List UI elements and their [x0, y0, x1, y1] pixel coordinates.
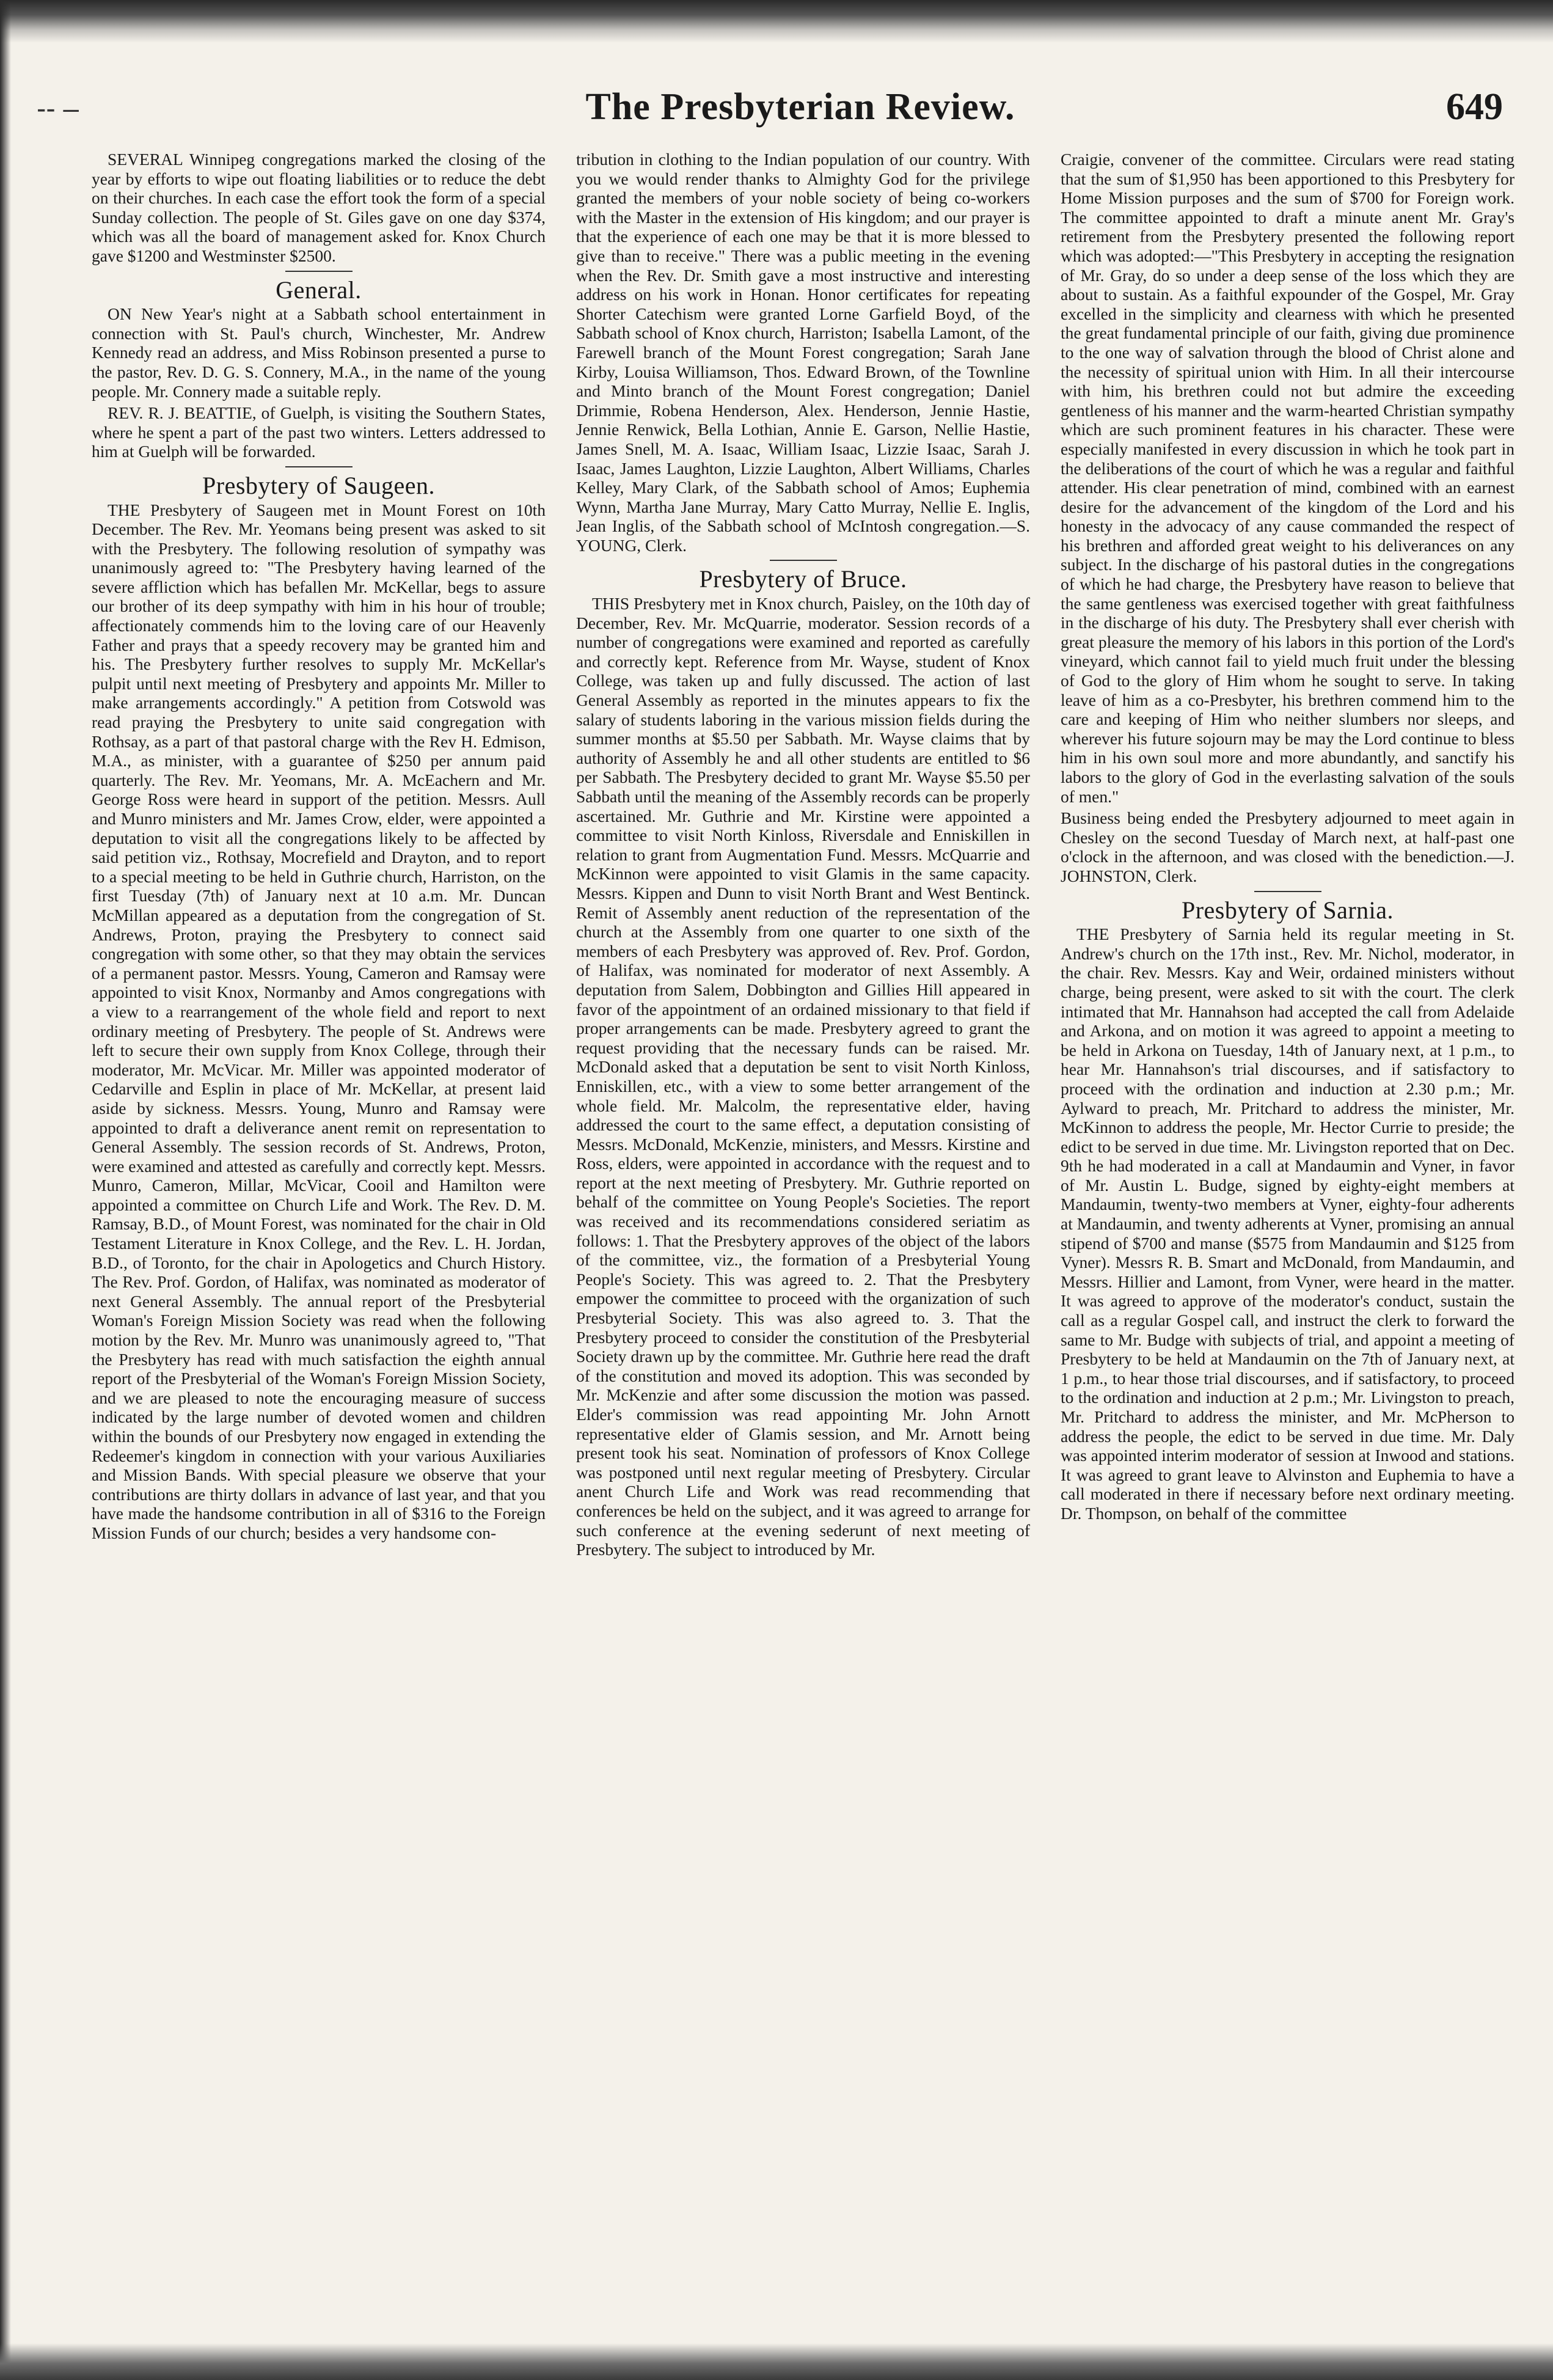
article-paragraph: REV. R. J. BEATTIE, of Guelph, is visiting the Southern States, where he spent a part of the past two winters. Letters addressed to him at Guelph will be forwarded.	[92, 403, 546, 461]
scan-edge-left	[0, 0, 11, 2380]
article-paragraph: Craigie, convener of the committee. Circulars were read stating that the sum of $1,950 has been apportioned to this Presbytery for Home Mission purposes and the sum of $700 for Foreign work. The committee appointed to draft a minute anent Mr. Gray's retirement from the Presbytery presented the following report which was adopted:—"This Presbytery in accepting the resignation of Mr. Gray, do so under a deep sense of the loss which they are about to sustain. As a faithful expounder of the Gospel, Mr. Gray excelled in the simplicity and clearness with which he presented the great fundamental principle of our faith, giving due prominence to the one way of salvation through the blood of Christ alone and the necessity of spiritual union with Him. In all their intercourse with him, his brethren could not but admire the exceeding gentleness of his manner and the warm-hearted Christian sympathy which are such prominent features in his character. These were especially manifested in every discussion in which he took part in the deliberations of the court of which he was a regular and faithful attender. His clear penetration of mind, combined with an earnest desire for the advancement of the kingdom of the Lord and his honesty in the advocacy of any cause commanded the respect of his brethren and afforded great weight to his deliverances on any subject. In the discharge of his pastoral duties in the congregations of which he had charge, the Presbytery have reason to believe that the same gentleness was exercised together with great faithfulness in the discharge of his duty. The Presbytery shall ever cherish with great pleasure the memory of his labors in this portion of the Lord's vineyard, which cannot fail to yield much fruit under the blessing of God to the glory of Him whom he sought to serve. In taking leave of him as a co-Presbyter, his brethren commend him to the care and keeping of Him who neither slumbers nor sleeps, and wherever his future sojourn may be may the Lord continue to bless him in his own soul more and more abundantly, and sanctify his labors to the glory of God in the everlasting salvation of the souls of men."	[1061, 150, 1515, 806]
section-heading: Presbytery of Bruce.	[699, 565, 907, 593]
scan-edge-top	[0, 0, 1553, 43]
running-title: The Presbyterian Review.	[585, 86, 1015, 128]
article-paragraph: ON New Year's night at a Sabbath school entertainment in connection with St. Paul's church, Winchester, Mr. Andrew Kennedy read an address, and Miss Robinson presented a purse to the pastor, Rev. D. G. S. Connery, M.A., in the name of the young people. Mr. Connery made a suitable reply.	[92, 304, 546, 401]
page-number: 649	[1446, 86, 1503, 128]
section-heading: General.	[276, 276, 362, 304]
article-paragraph: Business being ended the Presbytery adjourned to meet again in Chesley on the second Tuesday of March next, at half-past one o'clock in the afternoon, and was closed with the benediction.—J. JOHNSTON, Clerk.	[1061, 808, 1515, 885]
article-paragraph: SEVERAL Winnipeg congregations marked the closing of the year by efforts to wipe out floating liabilities or to reduce the debt on their churches. In each case the effort took the form of a special Sunday collection. The people of St. Giles gave on one day $374, which was all the board of management asked for. Knox Church gave $1200 and Westminster $2500.	[92, 150, 546, 265]
section-divider	[770, 560, 837, 561]
text-columns	[92, 150, 1515, 2325]
article-paragraph: THIS Presbytery met in Knox church, Paisley, on the 10th day of December, Rev. Mr. McQuarrie, moderator. Session records of a number of congregations were examined and reported as carefully and correctly kept. Reference from Mr. Wayse, student of Knox College, was taken up and fully discussed. The action of last General Assembly as reported in the minutes appears to fix the salary of students laboring in the various mission fields during the summer months at $5.50 per Sabbath. Mr. Wayse claims that by authority of Assembly he and all other students are entitled to $6 per Sabbath. The Presbytery decided to grant Mr. Wayse $5.50 per Sabbath until the meaning of the Assembly records can be properly ascertained. Mr. Guthrie and Mr. Kirstine were appointed a committee to visit North Kinloss, Riversdale and Enniskillen in relation to grant from Augmentation Fund. Messrs. McQuarrie and McKinnon were appointed to visit Glamis in the same capacity. Messrs. Kippen and Dunn to visit North Brant and West Bentinck. Remit of Assembly anent reduction of the representation of the church at the Assembly from one quarter to one sixth of the members of each Presbytery was approved of. Rev. Prof. Gordon, of Halifax, was nominated for moderator of next Assembly. A deputation from Salem, Dobbington and Gillies Hill appeared in favor of the appointment of an ordained missionary to that field if proper arrangements can be made. Presbytery agreed to grant the request providing that the necessary funds can be raised. Mr. McDonald asked that a deputation be sent to visit North Kinloss, Enniskillen, etc., with a view to some better arrangement of the whole field. Mr. Malcolm, the representative elder, having addressed the court to the same effect, a deputation consisting of Messrs. McDonald, McKenzie, ministers, and Messrs. Kirstine and Ross, elders, were appointed in accordance with the request and to report at the next meeting of Presbytery. Mr. Guthrie reported on behalf of the committee on Young People's Societies. The report was received and its recommendations considered seriatim as follows: 1. That the Presbytery approves of the object of the labors of the committee, viz., the formation of a Presbyterial Young People's Society. This was agreed to. 2. That the Presbytery empower the committee to proceed with the organization of such Presbyterial Society. This was also agreed to. 3. That the Presbytery proceed to consider the constitution of the Presbyterial Society drawn up by the committee. Mr. Guthrie here read the draft of the constitution and moved its adoption. This was seconded by Mr. McKenzie and after some discussion the motion was passed. Elder's commission was read appointing Mr. John Arnott representative elder of Glamis session, and Mr. Arnott being present took his seat. Nomination of professors of Knox College was postponed until next regular meeting of Presbytery. Circular anent Church Life and Work was read recommending that conferences be held on the subject, and it was agreed to arrange for such conference at the evening sederunt of next meeting of Presbytery. The subject to introduced by Mr.	[576, 594, 1030, 1559]
section-divider	[285, 466, 353, 467]
article-paragraph: THE Presbytery of Saugeen met in Mount Forest on 10th December. The Rev. Mr. Yeomans being present was asked to sit with the Presbytery. The following resolution of sympathy was unanimously agreed to: "The Presbytery having learned of the severe affliction which has befallen Mr. McKellar, begs to assure our brother of its deep sympathy with him in his hour of trouble; affectionately commends him to the loving care of our Heavenly Father and prays that a speedy recovery may be granted him and his. The Presbytery further resolves to supply Mr. McKellar's pulpit until next meeting of Presbytery and appoints Mr. Miller to make arrangements accordingly." A petition from Cotswold was read praying the Presbytery to unite said congregation with Rothsay, as a part of that pastoral charge with the Rev H. Edmison, M.A., as minister, with a guarantee of $250 per annum paid quarterly. The Rev. Mr. Yeomans, Mr. A. McEachern and Mr. George Ross were heard in support of the petition. Messrs. Aull and Munro ministers and Mr. James Crow, elder, were appointed a deputation to visit all the congregations likely to be affected by said petition viz., Rothsay, Mocrefield and Drayton, and to report to a special meeting to be held in Guthrie church, Harriston, on the first Tuesday (7th) of January next at 10 a.m. Mr. Duncan McMillan appeared as a deputation from the congregation of St. Andrews, Proton, praying the Presbytery to connect said congregation with some other, so that they may obtain the services of a permanent pastor. Messrs. Young, Cameron and Ramsay were appointed to visit Knox, Normanby and Amos congregations with a view to a rearrangement of the whole field and report to next ordinary meeting of Presbytery. The people of St. Andrews were left to secure their own supply from Knox College, through their moderator, Mr. McVicar. Mr. Miller was appointed moderator of Cedarville and Esplin in place of Mr. McKellar, at present laid aside by sickness. Messrs. Young, Munro and Ramsay were appointed to draft a deliverance anent remit on representation to General Assembly. The session records of St. Andrews, Proton, were examined and attested as carefully and correctly kept. Messrs. Munro, Cameron, Millar, McVicar, Cooil and Hamilton were appointed a committee on Church Life and Work. The Rev. D. M. Ramsay, B.D., of Mount Forest, was nominated for the chair in Old Testament Literature in Knox College, and the Rev. L. H. Jordan, B.D., of Toronto, for the chair in Apologetics and Church History. The Rev. Prof. Gordon, of Halifax, was nominated as moderator of next General Assembly. The annual report of the Presbyterial Woman's Foreign Mission Society was read when the following motion by the Rev. Mr. Munro was unanimously agreed to, "That the Presbytery has read with much satisfaction the eighth annual report of the Presbyterial of the Woman's Foreign Mission Society, and we are pleased to note the encouraging measure of success indicated by the large number of devoted women and children within the bounds of our Presbytery now engaged in extending the Redeemer's kingdom in connection with your various Auxiliaries and Mission Bands. With special pleasure we observe that your contributions are thirty dollars in advance of last year, and that you have made the handsome contribution in all of $316 to the Foreign Mission Funds of our church; besides a very handsome con-	[92, 500, 546, 1542]
page-header	[92, 73, 1509, 141]
article-paragraph: THE Presbytery of Sarnia held its regular meeting in St. Andrew's church on the 17th inst., Rev. Mr. Nichol, moderator, in the chair. Rev. Messrs. Kay and Weir, ordained ministers without charge, being present, were asked to sit with the court. The clerk intimated that Mr. Hannahson had accepted the call from Adelaide and Arkona, and on motion it was agreed to appoint a meeting to be held in Arkona on Tuesday, 14th of January next, at 1 p.m., to hear Mr. Hannahson's trial discourses, and if satisfactory to proceed with the ordination and induction at 2.30 p.m.; Mr. Aylward to preach, Mr. Pritchard to address the minister, Mr. McKinnon to address the people, Mr. Hector Currie to preside; the edict to be served in due time. Mr. Livingston reported that on Dec. 9th he had moderated in a call at Mandaumin and Vyner, in favor of Mr. Austin L. Budge, signed by eighty-eight members at Mandaumin, twenty-two members at Vyner, eighty-four adherents at Mandaumin, and twenty adherents at Vyner, promising an annual stipend of $700 and manse ($575 from Mandaumin and $125 from Vyner). Messrs R. B. Smart and McDonald, from Mandaumin, and Messrs. Hillier and Lamont, from Vyner, were heard in the matter. It was agreed to approve of the moderator's conduct, sustain the call as a regular Gospel call, and instruct the clerk to forward the same to Mr. Budge with subjects of trial, and appoint a meeting of Presbytery to be held at Mandaumin on the 7th of January next, at 1 p.m., to hear those trial discourses, and if satisfactory, to proceed to the ordination and induction at 2 p.m.; Mr. Livingston to preach, Mr. Pritchard to address the minister, and Mr. McPherson to address the people, the edict to be served in due time. Mr. Daly was appointed interim moderator of session at Inwood and stations. It was agreed to grant leave to Alvinston and Euphemia to have a call moderated in there if necessary before next ordinary meeting. Dr. Thompson, on behalf of the committee	[1061, 925, 1515, 1523]
column-3	[1061, 150, 1515, 2325]
margin-mark: -- –	[37, 92, 79, 124]
column-2	[576, 150, 1030, 2325]
section-divider	[1254, 891, 1321, 892]
section-heading: Presbytery of Saugeen.	[202, 471, 435, 499]
scan-edge-bottom	[0, 2343, 1553, 2380]
section-divider	[285, 271, 353, 272]
section-heading: Presbytery of Sarnia.	[1181, 896, 1394, 924]
article-paragraph: tribution in clothing to the Indian population of our country. With you we would render thanks to Almighty God for the privilege granted the members of your noble society of being co-workers with the Master in the extension of His kingdom; and our prayer is that the experience of each one may be that it is more blessed to give than to receive." There was a public meeting in the evening when the Rev. Dr. Smith gave a most instructive and interesting address on his work in Honan. Honor certificates for repeating Shorter Catechism were granted Lorne Garfield Boyd, of the Sabbath school of Knox church, Harriston; Isabella Lamont, of the Farewell branch of the Mount Forest congregation; Sarah Jane Kirby, Louisa Williamson, Thos. Edward Brown, of the Townline and Minto branch of the Mount Forest congregation; Daniel Drimmie, Robena Henderson, Alex. Henderson, Jennie Hastie, Jennie Renwick, Bella Lothian, Annie E. Garson, Nellie Hastie, James Snell, M. A. Isaac, William Isaac, Lizzie Isaac, Sarah J. Isaac, James Laughton, Lizzie Laughton, Albert Williams, Charles Kelley, Mary Clark, of the Sabbath school of Amos; Euphemia Wynn, Martha Jane Murray, Mary Catto Murray, Nellie E. Inglis, Jean Inglis, of the Sabbath school of McIntosh congregation.—S. YOUNG, Clerk.	[576, 150, 1030, 555]
column-1	[92, 150, 546, 2325]
